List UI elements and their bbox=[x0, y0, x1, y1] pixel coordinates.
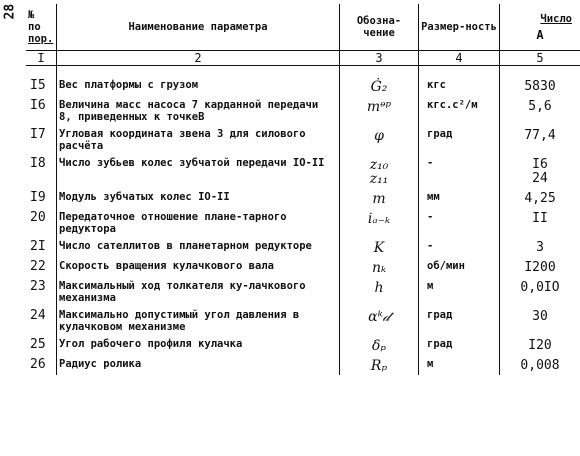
column-number-3: 3 bbox=[340, 51, 419, 66]
row-symbol bbox=[340, 125, 419, 154]
row-number: I9 bbox=[26, 188, 57, 208]
row-symbol bbox=[340, 208, 419, 237]
row-parameter-name: Вес платформы с грузом bbox=[57, 66, 340, 97]
row-parameter-name: Модуль зубчатых колес IO-II bbox=[57, 188, 340, 208]
value-text: 0,008 bbox=[520, 358, 560, 373]
symbol-text: mᶱᵖ bbox=[366, 99, 392, 115]
header-symbol: Обозна-чение bbox=[340, 4, 419, 51]
row-symbol bbox=[340, 237, 419, 257]
header-name: Наименование параметра bbox=[57, 4, 340, 51]
value-text: I200 bbox=[524, 260, 556, 275]
value-text: 77,4 bbox=[524, 128, 556, 143]
row-unit: кгс bbox=[419, 66, 500, 97]
header-no bbox=[26, 4, 57, 51]
row-unit: град bbox=[419, 125, 500, 154]
table-row bbox=[26, 335, 580, 355]
table-row bbox=[26, 277, 580, 306]
symbol-text: z₁₀ bbox=[369, 157, 389, 173]
header-no-por: пор. bbox=[28, 33, 54, 45]
page-number: 28 bbox=[2, 3, 18, 20]
value-text: 3 bbox=[536, 240, 544, 255]
table-row bbox=[26, 66, 580, 97]
column-number-1: I bbox=[26, 51, 57, 66]
row-number: 25 bbox=[26, 335, 57, 355]
row-value bbox=[500, 306, 580, 335]
parameter-table bbox=[26, 4, 580, 375]
row-value bbox=[500, 208, 580, 237]
row-symbol bbox=[340, 154, 419, 188]
row-unit: - bbox=[419, 208, 500, 237]
row-parameter-name: Угол рабочего профиля кулачка bbox=[57, 335, 340, 355]
row-number: 23 bbox=[26, 277, 57, 306]
row-symbol bbox=[340, 188, 419, 208]
row-symbol bbox=[340, 306, 419, 335]
header-value bbox=[500, 4, 580, 51]
column-number-2: 2 bbox=[57, 51, 340, 66]
row-value bbox=[500, 257, 580, 277]
row-value bbox=[500, 66, 580, 97]
table-row bbox=[26, 306, 580, 335]
row-parameter-name: Максимально допустимый угол давления в кулачковом механизме bbox=[57, 306, 340, 335]
table-row bbox=[26, 257, 580, 277]
row-symbol bbox=[340, 66, 419, 97]
row-unit: град bbox=[419, 306, 500, 335]
row-unit: град bbox=[419, 335, 500, 355]
row-value bbox=[500, 277, 580, 306]
symbol-text: δₚ bbox=[371, 338, 387, 354]
table-header-row bbox=[26, 4, 580, 51]
value-text: 5,6 bbox=[528, 99, 552, 114]
value-text: 30 bbox=[532, 309, 548, 324]
table-row bbox=[26, 237, 580, 257]
row-number: 20 bbox=[26, 208, 57, 237]
row-unit: - bbox=[419, 237, 500, 257]
table-row bbox=[26, 188, 580, 208]
symbol-text: K bbox=[373, 240, 385, 256]
value-text: I6 bbox=[532, 157, 548, 172]
table-row bbox=[26, 208, 580, 237]
symbol-text: m bbox=[372, 191, 386, 207]
symbol-text: φ bbox=[374, 128, 384, 144]
row-number: 26 bbox=[26, 355, 57, 375]
row-number: I5 bbox=[26, 66, 57, 97]
row-unit: мм bbox=[419, 188, 500, 208]
value-text: I20 bbox=[528, 338, 552, 353]
symbol-text: z₁₁ bbox=[369, 171, 389, 187]
row-value bbox=[500, 188, 580, 208]
row-value bbox=[500, 154, 580, 188]
table-row bbox=[26, 154, 580, 188]
value-text: II bbox=[532, 211, 548, 226]
row-parameter-name: Величина масс насоса 7 карданной передачи 8, приведенных к точкеB bbox=[57, 96, 340, 125]
row-parameter-name: Скорость вращения кулачкового вала bbox=[57, 257, 340, 277]
row-symbol bbox=[340, 277, 419, 306]
column-number-4: 4 bbox=[419, 51, 500, 66]
symbol-text: Ġ₂ bbox=[370, 79, 388, 95]
row-value bbox=[500, 125, 580, 154]
row-parameter-name: Радиус ролика bbox=[57, 355, 340, 375]
row-number: 24 bbox=[26, 306, 57, 335]
row-value bbox=[500, 96, 580, 125]
parameter-table-sheet bbox=[26, 4, 578, 375]
symbol-text: αᵏ𝒹 bbox=[368, 309, 390, 325]
header-no-sign: № bbox=[28, 9, 35, 21]
row-unit: кгс.с²/м bbox=[419, 96, 500, 125]
header-value-sub: A bbox=[536, 28, 544, 42]
row-number: I7 bbox=[26, 125, 57, 154]
column-number-row bbox=[26, 51, 580, 66]
row-number: 2I bbox=[26, 237, 57, 257]
symbol-text: iₐ₋ₖ bbox=[367, 211, 391, 227]
row-symbol bbox=[340, 257, 419, 277]
column-number-5: 5 bbox=[500, 51, 580, 66]
row-value bbox=[500, 237, 580, 257]
table-row bbox=[26, 125, 580, 154]
row-unit: м bbox=[419, 277, 500, 306]
table-row bbox=[26, 96, 580, 125]
row-parameter-name: Максимальный ход толкателя ку-лачкового механизма bbox=[57, 277, 340, 306]
symbol-text: nₖ bbox=[371, 260, 387, 276]
header-no-po: по bbox=[28, 21, 41, 33]
row-parameter-name: Угловая координата звена 3 для силового расчёта bbox=[57, 125, 340, 154]
symbol-text: Rₚ bbox=[370, 358, 388, 374]
row-number: I8 bbox=[26, 154, 57, 188]
row-value bbox=[500, 335, 580, 355]
row-parameter-name: Число зубьев колес зубчатой передачи IO-II bbox=[57, 154, 340, 188]
row-unit: м bbox=[419, 355, 500, 375]
row-parameter-name: Число сателлитов в планетарном редукторе bbox=[57, 237, 340, 257]
row-number: 22 bbox=[26, 257, 57, 277]
row-number: I6 bbox=[26, 96, 57, 125]
row-unit: об/мин bbox=[419, 257, 500, 277]
row-value bbox=[500, 355, 580, 375]
value-text: 5830 bbox=[524, 79, 556, 94]
table-row bbox=[26, 355, 580, 375]
row-symbol bbox=[340, 355, 419, 375]
row-symbol bbox=[340, 96, 419, 125]
row-unit: - bbox=[419, 154, 500, 188]
value-text: 0,0IO bbox=[520, 280, 560, 295]
value-text: 4,25 bbox=[524, 191, 556, 206]
row-symbol bbox=[340, 335, 419, 355]
value-text: 24 bbox=[532, 171, 548, 186]
symbol-text: h bbox=[374, 280, 384, 296]
header-value-top: Число bbox=[540, 13, 572, 25]
row-parameter-name: Передаточное отношение плане-тарного редуктора bbox=[57, 208, 340, 237]
header-unit: Размер-ность bbox=[419, 4, 500, 51]
table-body bbox=[26, 66, 580, 376]
